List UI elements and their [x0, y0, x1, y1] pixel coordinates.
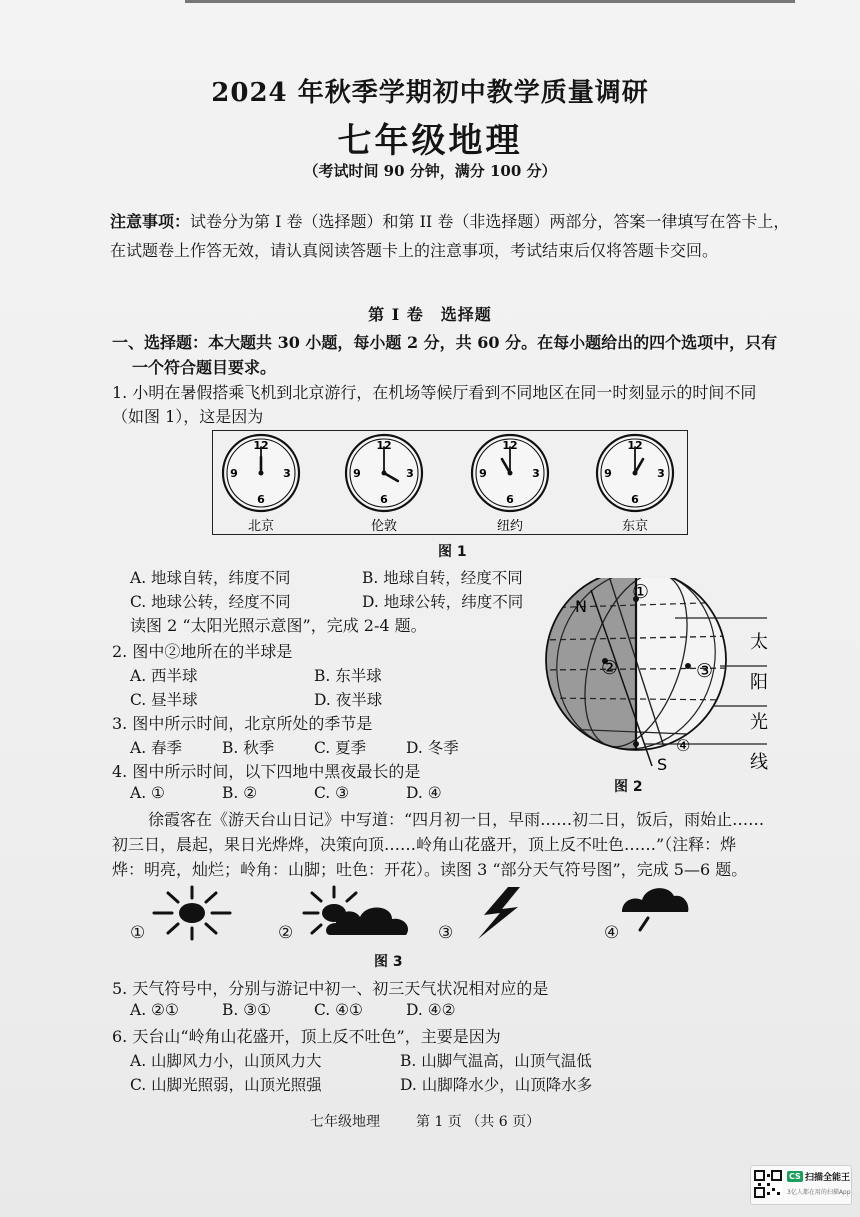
clock-dial-number: 9 — [479, 467, 487, 480]
clock-dial-number: 6 — [631, 493, 639, 506]
scan-edge — [185, 0, 795, 3]
figure-1-clocks — [212, 430, 688, 535]
notice-label: 注意事项： — [110, 212, 191, 231]
q6-stem: 6. 天台山“岭角山花盛开，顶上反不吐色”，主要是因为 — [112, 1027, 501, 1046]
subject-title: 七年级地理 — [337, 121, 523, 161]
clocks-drawing — [213, 431, 686, 533]
q5-option-c: C. ④① — [314, 1001, 363, 1019]
q2-option-b: B. 东半球 — [314, 667, 382, 685]
clock-dial-number: 12 — [376, 439, 392, 452]
q1-stem-line1: 1. 小明在暑假搭乘飞机到北京游行，在机场等候厅看到不同地区在同一时刻显示的时间不同 — [112, 383, 757, 402]
marker-1: ① — [632, 581, 650, 603]
clock-dial-number: 9 — [604, 467, 612, 480]
clock-city-label: 北京 — [247, 519, 275, 533]
clock-1 — [223, 435, 299, 533]
notice-block — [110, 207, 800, 265]
q3-option-a: A. 春季 — [130, 739, 183, 757]
section-intro-line2: 一个符合题目要求。 — [132, 358, 277, 377]
clock-city-label: 伦敦 — [370, 519, 398, 533]
symbol-1-number: ① — [130, 923, 146, 943]
q3-option-b: B. 秋季 — [222, 739, 275, 757]
rain-cloud-icon — [618, 880, 692, 940]
clock-dial-number: 3 — [532, 467, 540, 480]
clock-dial-number: 3 — [283, 467, 291, 480]
scanner-tagline: 3亿人都在用的扫描App — [787, 1189, 851, 1196]
north-label: N — [575, 597, 587, 616]
sunlight-char-4: 线 — [750, 752, 768, 773]
q2-option-a: A. 西半球 — [130, 667, 198, 685]
q6-option-c: C. 山脚光照弱，山顶光照强 — [130, 1076, 322, 1094]
clock-dial-number: 12 — [627, 439, 643, 452]
clock-dial-number: 9 — [230, 467, 238, 480]
passage-line3: 烨：明亮，灿烂；岭角：山脚；吐色：开花）。读图 3 “部分天气符号图”，完成 5—6 题。 — [112, 860, 748, 879]
clock-city-label: 纽约 — [496, 519, 524, 533]
q5-option-d: D. ④② — [406, 1001, 456, 1019]
clock-city-label: 东京 — [621, 519, 649, 533]
notice-text: 试卷分为第 I 卷（选择题）和第 II 卷（非选择题）两部分，答案一律填写在答卡上，在试题卷上作答无效，请认真阅读答题卡上的注意事项，考试结束后仅将答题卡交回。 — [110, 212, 790, 260]
q3-stem: 3. 图中所示时间，北京所处的季节是 — [112, 714, 373, 733]
section-title: 第 I 卷 选择题 — [368, 305, 492, 324]
q2-option-d: D. 夜半球 — [314, 691, 383, 709]
clock-dial-number: 12 — [502, 439, 518, 452]
clock-dial-number: 6 — [257, 493, 265, 506]
clock-2 — [346, 435, 422, 533]
q5-option-a: A. ②① — [130, 1001, 179, 1019]
footer-subject: 七年级地理 — [310, 1114, 380, 1130]
q4-option-b: B. ② — [222, 784, 258, 802]
q6-option-d: D. 山脚降水少，山顶降水多 — [400, 1076, 593, 1094]
q4-option-d: D. ④ — [406, 784, 442, 802]
clock-dial-number: 3 — [406, 467, 414, 480]
clock-dial-number: 3 — [657, 467, 665, 480]
scanner-watermark — [750, 1165, 852, 1205]
clock-dial-number: 6 — [380, 493, 388, 506]
q6-option-a: A. 山脚风力小，山顶风力大 — [130, 1052, 322, 1070]
qr-code-icon — [754, 1170, 782, 1198]
footer-page: 第 1 页 （共 6 页） — [416, 1114, 541, 1130]
clock-dial-number: 6 — [506, 493, 514, 506]
figure-1-label: 图 1 — [438, 544, 467, 560]
q2-option-c: C. 昼半球 — [130, 691, 198, 709]
partly-cloudy-icon — [300, 885, 418, 941]
clock-3 — [472, 435, 548, 533]
figure-2-globe — [545, 578, 790, 778]
symbol-3-number: ③ — [438, 923, 454, 943]
clock-dial-number: 12 — [253, 439, 269, 452]
passage-line1: 徐霞客在《游天台山日记》中写道：“四月初一日，早雨……初二日，饭后，雨始止…… — [148, 810, 765, 829]
q1-option-d: D. 地球公转，纬度不同 — [362, 593, 524, 611]
fig2-intro: 读图 2 “太阳光照示意图”，完成 2-4 题。 — [130, 616, 427, 635]
q4-option-a: A. ① — [130, 784, 165, 802]
section-intro-line1: 一、选择题：本大题共 30 小题，每小题 2 分，共 60 分。在每小题给出的四个选项中，只有 — [112, 333, 778, 352]
exam-duration: （考试时间 90 分钟，满分 100 分） — [303, 162, 557, 180]
q1-option-b: B. 地球自转，经度不同 — [362, 569, 523, 587]
sunlight-char-1: 太 — [750, 632, 768, 653]
clock-4 — [597, 435, 673, 533]
q6-option-b: B. 山脚气温高，山顶气温低 — [400, 1052, 592, 1070]
sunny-icon — [150, 885, 234, 941]
symbol-4-number: ④ — [604, 923, 620, 943]
figure-3-label: 图 3 — [374, 954, 403, 970]
sunlight-char-2: 阳 — [750, 672, 768, 693]
q1-option-c: C. 地球公转，经度不同 — [130, 593, 291, 611]
lightning-icon — [470, 885, 528, 941]
scanner-app-name: 扫描全能王 — [805, 1173, 851, 1183]
exam-title: 2024 年秋季学期初中教学质量调研 — [211, 78, 649, 108]
q3-option-c: C. 夏季 — [314, 739, 367, 757]
q4-option-c: C. ③ — [314, 784, 350, 802]
cs-badge: CS — [789, 1172, 801, 1181]
clock-dial-number: 9 — [353, 467, 361, 480]
q5-option-b: B. ③① — [222, 1001, 272, 1019]
sunlight-char-3: 光 — [750, 712, 768, 733]
q5-stem: 5. 天气符号中，分别与游记中初一、初三天气状况相对应的是 — [112, 979, 549, 998]
q1-option-a: A. 地球自转，纬度不同 — [130, 569, 291, 587]
marker-2: ② — [601, 657, 619, 679]
figure-2-label: 图 2 — [614, 779, 643, 795]
marker-3: ③ — [696, 660, 714, 682]
q3-option-d: D. 冬季 — [406, 739, 459, 757]
south-label: S — [657, 755, 668, 774]
symbol-2-number: ② — [278, 923, 294, 943]
q1-stem-line2: （如图 1），这是因为 — [112, 407, 264, 426]
q2-stem: 2. 图中②地所在的半球是 — [112, 642, 293, 661]
marker-4: ④ — [676, 736, 691, 755]
q4-stem: 4. 图中所示时间，以下四地中黑夜最长的是 — [112, 762, 421, 781]
passage-line2: 初三日，晨起，果日光烨烨，决策向顶……岭角山花盛开，顶上反不吐色……”（注释：烨 — [112, 835, 737, 854]
